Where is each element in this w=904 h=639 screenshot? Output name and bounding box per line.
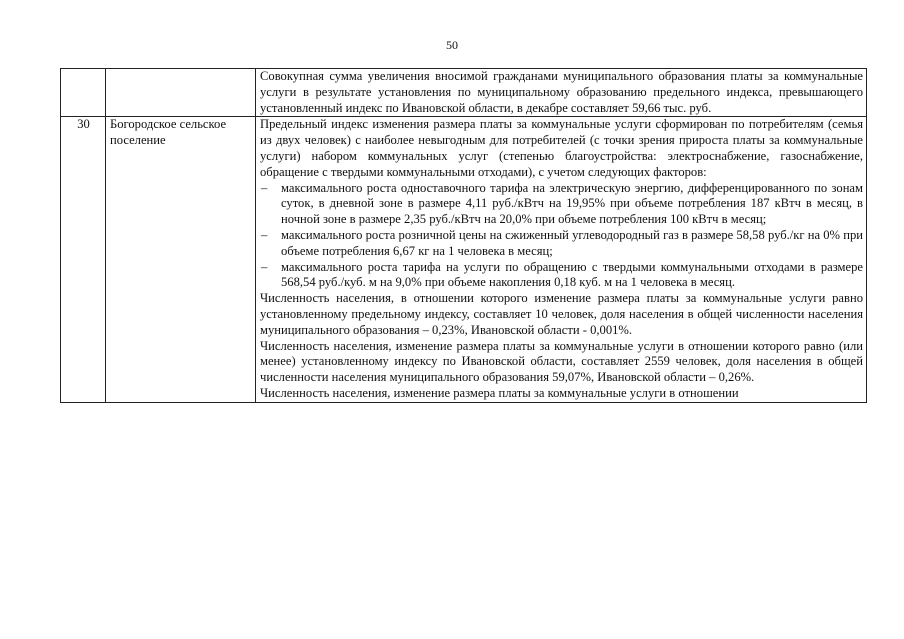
- list-item-text: максимального роста одноставочного тарифа на электрическую энергию, дифференцированного по зонам суток, в дневной зоне в размере 4,11 руб./кВтч на 19,95% при объеме потребления 187 кВтч в месяц, в ночной зоне в размере 2,35 руб./кВтч на 20,0% при объеме потребления 100 кВтч в месяц;: [281, 180, 863, 227]
- dash-bullet-icon: –: [261, 259, 268, 274]
- factor-list: [260, 181, 863, 292]
- municipality-name-cell: Богородское сельское поселение: [106, 117, 256, 402]
- list-item: [260, 228, 863, 260]
- list-item: [260, 260, 863, 292]
- list-item-text: максимального роста розничной цены на сжиженный углеводородный газ в размере 58,58 руб./кг на 0% при объеме потребления 6,67 кг на 1 человека в месяц;: [281, 227, 863, 258]
- list-item-text: максимального роста тарифа на услуги по обращению с твердыми коммунальными отходами в размере 568,54 руб./куб. м на 9,0% при объеме накопления 0,18 куб. м на 1 человека в месяц.: [281, 259, 863, 290]
- description-cell: [256, 69, 867, 117]
- row-number-cell: [61, 69, 106, 117]
- row-number-cell: 30: [61, 117, 106, 402]
- page-number: 50: [446, 38, 458, 52]
- table-row: [61, 69, 867, 117]
- list-item: [260, 181, 863, 228]
- municipality-table: [60, 68, 867, 403]
- description-paragraph: Численность населения, в отношении которого изменение размера платы за коммунальные услуги равно установленному предельному индексу, составляет 10 человек, доля населения в общей численности населения муниципального образования – 0,23%, Ивановской области - 0,001%.: [260, 291, 863, 337]
- description-paragraph: Численность населения, изменение размера платы за коммунальные услуги в отношении которого равно (или менее) установленному индексу по Ивановской области, составляет 2559 человек, доля населения в общей численности населения муниципального образования 59,07%, Ивановской области – 0,26%.: [260, 338, 863, 385]
- municipality-name-cell: [106, 69, 256, 117]
- dash-bullet-icon: –: [261, 227, 268, 242]
- description-cell: [256, 117, 867, 402]
- dash-bullet-icon: –: [261, 180, 268, 195]
- table-row: [61, 117, 867, 402]
- description-paragraph: Совокупная сумма увеличения вносимой гражданами муниципального образования платы за коммунальные услуги в результате установления по муниципальному образованию предельного индекса, превышающего установленный индекс по Ивановской области, в декабре составляет 59,66 тыс. руб.: [260, 69, 863, 115]
- description-paragraph: Численность населения, изменение размера платы за коммунальные услуги в отношении: [260, 385, 739, 400]
- description-intro: Предельный индекс изменения размера платы за коммунальные услуги сформирован по потребителям (семья из двух человек) с наиболее невыгодным для потребителей (с точки зрения прироста платы за коммунальные услуги) набором коммунальных услуг (степенью благоустройства: электроснабжение, газоснабжение, обращение с твердыми коммунальными отходами), с учетом следующих факторов:: [260, 117, 863, 179]
